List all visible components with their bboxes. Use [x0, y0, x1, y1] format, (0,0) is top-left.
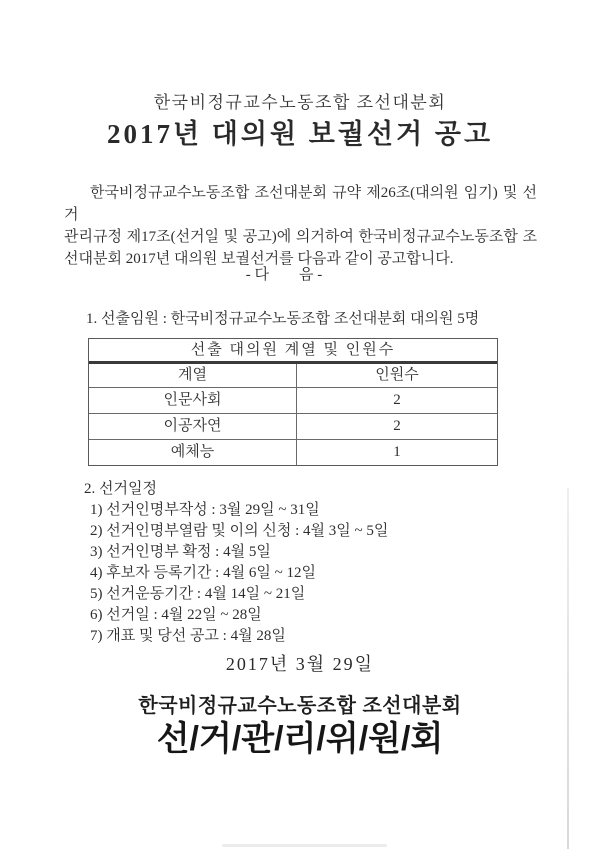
count-cell: 1: [393, 444, 401, 460]
col-header-count: 인원수: [375, 367, 419, 383]
category-cell: 인문사회: [89, 388, 297, 413]
schedule-item: 5) 선거운동기간 : 4월 14일 ~ 21일: [90, 586, 306, 602]
schedule-item: 2) 선거인명부열람 및 이의 신청 : 4월 3일 ~ 5일: [90, 523, 389, 539]
scan-artifact-smudge: [222, 844, 387, 847]
schedule-list: [90, 500, 550, 647]
section1-heading: 1. 선출임원 : 한국비정규교수노동조합 조선대분회 대의원 5명: [86, 311, 480, 327]
col-header-category: 계열: [89, 364, 297, 387]
intro-paragraph: [64, 182, 537, 270]
category-cell: 이공자연: [89, 414, 297, 439]
count-cell: 2: [393, 392, 401, 408]
table-header-row: [89, 364, 497, 388]
issue-date: 2017년 3월 29일: [225, 654, 375, 674]
schedule-item: 4) 후보자 등록기간 : 4월 6일 ~ 12일: [90, 565, 316, 581]
org-name-header: 한국비정규교수노동조합 조선대분회: [153, 93, 447, 112]
table-row: [89, 388, 497, 414]
daum-separator: - 다 음 -: [245, 267, 323, 283]
document-title: 2017년 대의원 보궐선거 공고: [106, 119, 494, 149]
intro-line: 한국비정규교수노동조합 조선대분회 규약 제26조(대의원 임기) 및 선거: [64, 185, 537, 223]
section2-heading: 2. 선거일정: [84, 481, 157, 497]
schedule-item: 7) 개표 및 당선 공고 : 4월 28일: [90, 628, 286, 644]
table-row: [89, 440, 497, 465]
schedule-item: 1) 선거인명부작성 : 3월 29일 ~ 31일: [90, 502, 320, 518]
table-title: 선출 대의원 계열 및 인원수: [89, 339, 497, 364]
intro-line: 관리규정 제17조(선거일 및 공고)에 의거하여 한국비정규교수노동조합 조: [64, 229, 537, 245]
footer-org-name: 한국비정규교수노동조합 조선대분회: [138, 695, 462, 717]
table-row: [89, 414, 497, 440]
schedule-item: 6) 선거일 : 4월 22일 ~ 28일: [90, 607, 262, 623]
intro-line: 선대분회 2017년 대의원 보궐선거를 다음과 같이 공고합니다.: [64, 251, 454, 267]
category-cell: 예체능: [89, 440, 297, 465]
election-committee-name: 선/거/관/리/위/원/회: [156, 720, 444, 758]
delegates-table: [88, 338, 498, 466]
scan-artifact-line: [567, 488, 569, 849]
count-cell: 2: [393, 418, 401, 434]
schedule-item: 3) 선거인명부 확정 : 4월 5일: [90, 544, 271, 560]
